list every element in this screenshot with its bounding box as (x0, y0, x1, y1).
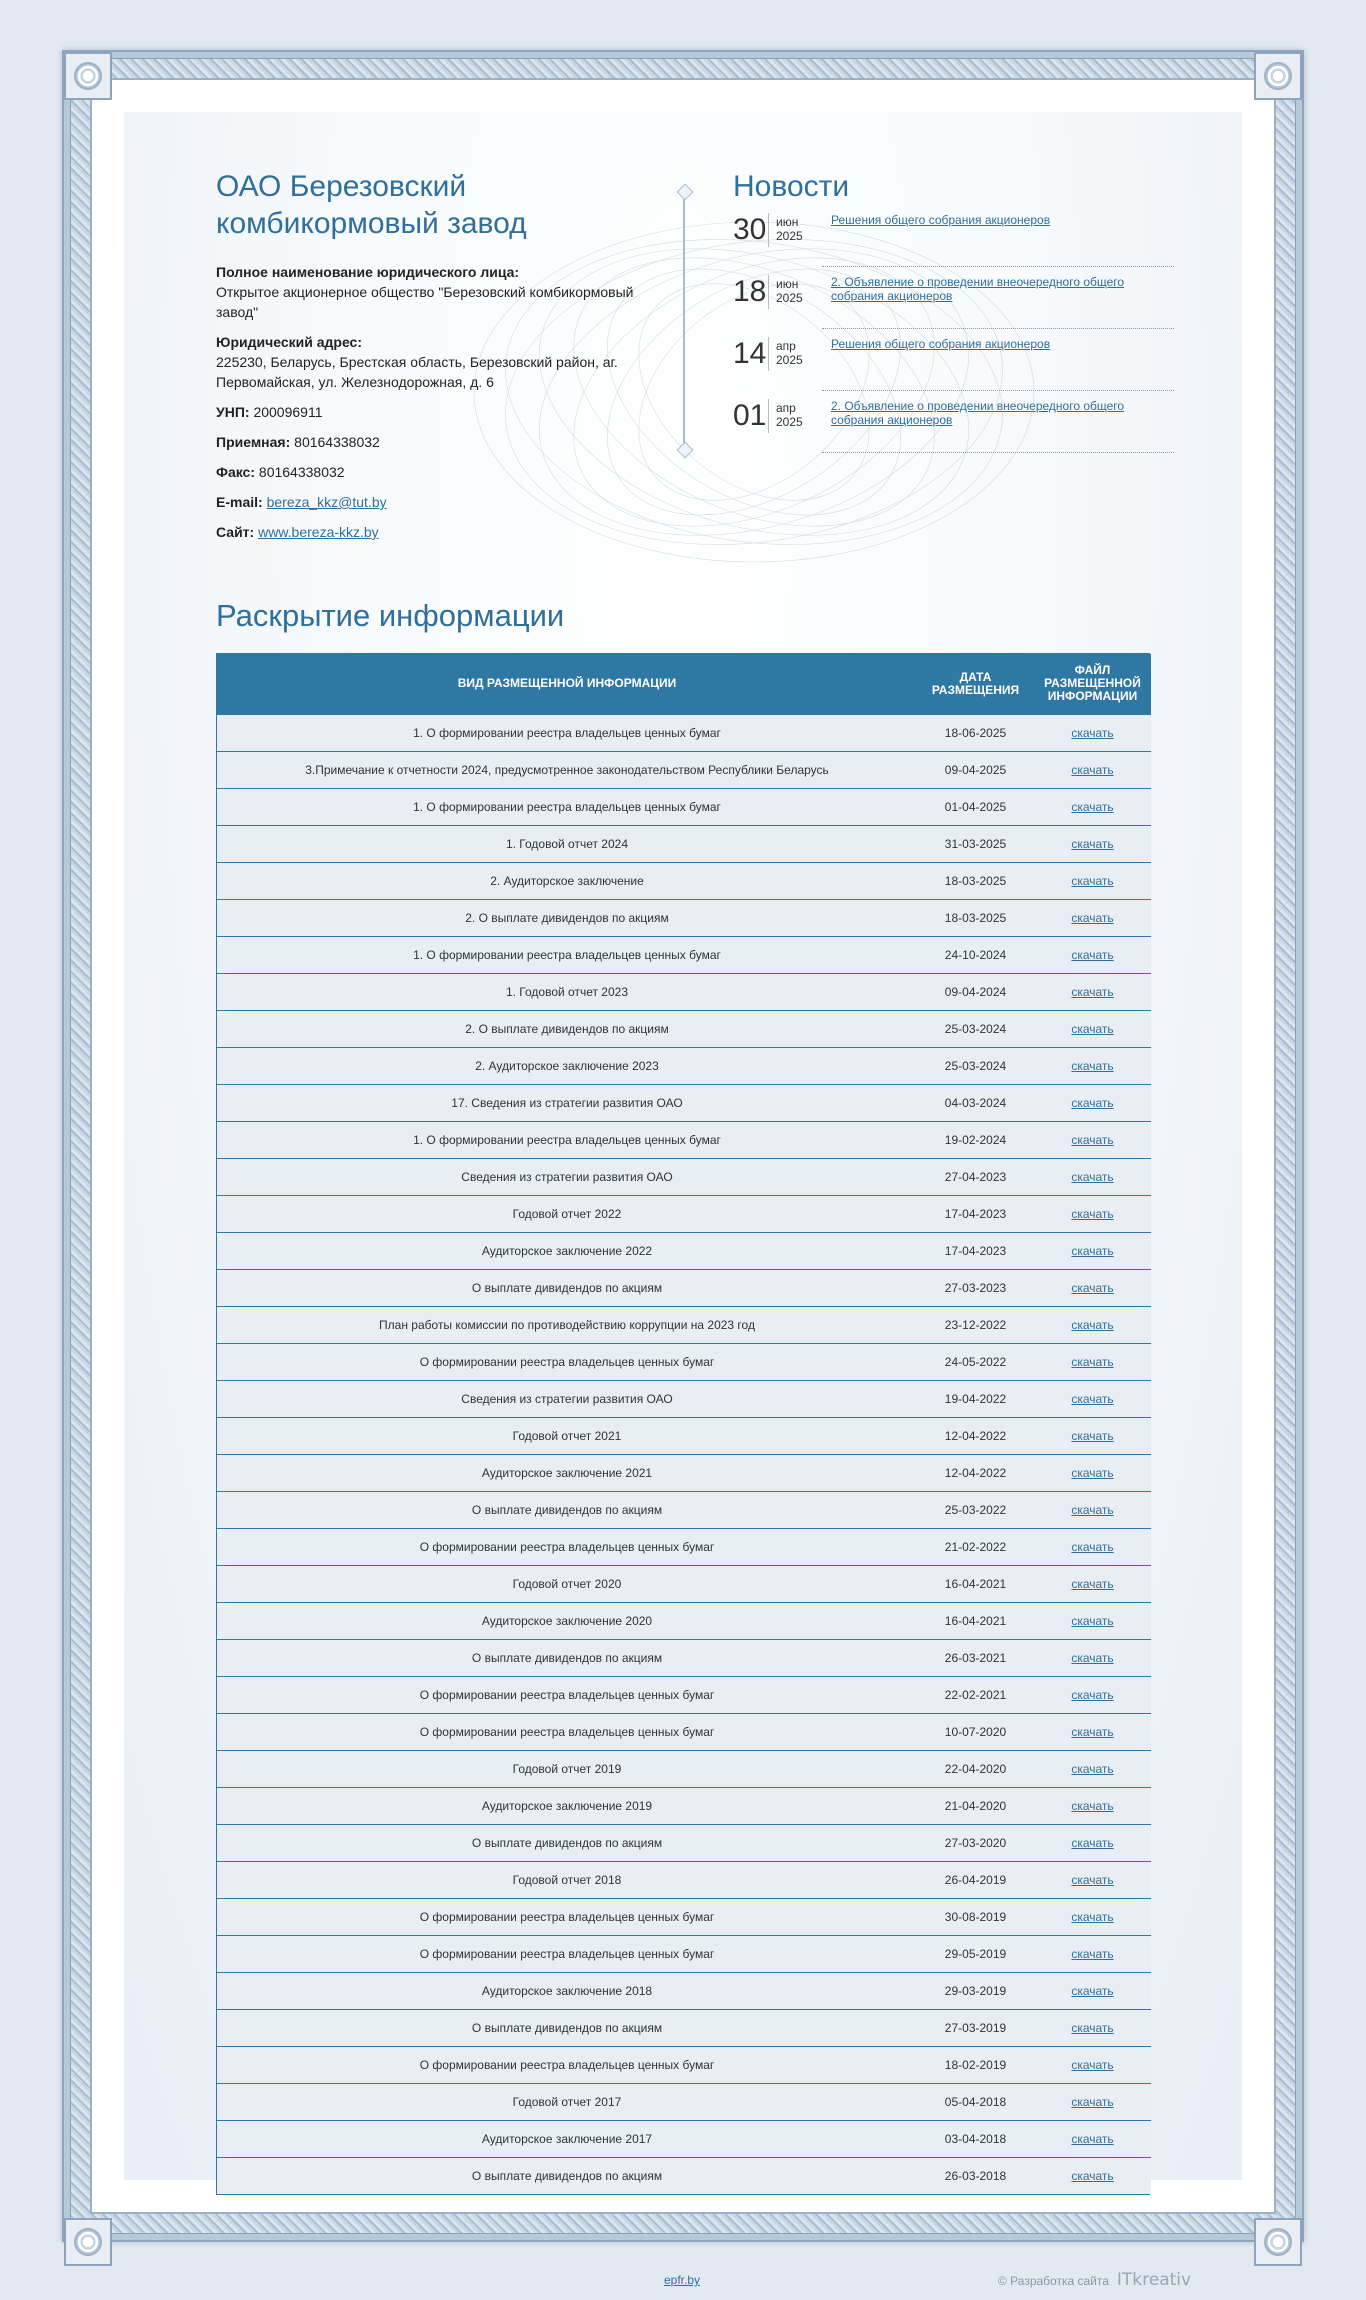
news-date (733, 337, 826, 399)
news-day: 14 (733, 337, 769, 371)
company-fields (216, 262, 666, 482)
row-type: 3.Примечание к отчетности 2024, предусмотренное законодательством Республики Беларусь (217, 751, 917, 788)
download-link[interactable]: скачать (1071, 984, 1114, 999)
download-link[interactable]: скачать (1071, 1354, 1114, 1369)
news-day: 30 (733, 213, 769, 247)
email-label: E-mail: (216, 494, 263, 510)
download-link[interactable]: скачать (1071, 1317, 1114, 1332)
table-row (217, 1047, 1151, 1084)
table-row (217, 899, 1151, 936)
table-row (217, 1010, 1151, 1047)
download-link[interactable]: скачать (1071, 1835, 1114, 1850)
table-row (217, 2083, 1151, 2120)
field-label: Приемная: (216, 434, 291, 450)
news-item (733, 337, 1173, 399)
table-row (217, 862, 1151, 899)
table-row (217, 2009, 1151, 2046)
row-date: 05-04-2018 (917, 2083, 1034, 2120)
field-label: Юридический адрес: (216, 334, 362, 350)
download-link[interactable]: скачать (1071, 1169, 1114, 1184)
row-date: 09-04-2025 (917, 751, 1034, 788)
row-file (1034, 2083, 1151, 2120)
news-link[interactable]: Решения общего собрания акционеров (831, 337, 1051, 351)
row-date: 03-04-2018 (917, 2120, 1034, 2157)
section-divider (683, 192, 685, 450)
download-link[interactable]: скачать (1071, 799, 1114, 814)
row-type: Годовой отчет 2018 (217, 1861, 917, 1898)
row-date: 30-08-2019 (917, 1898, 1034, 1935)
download-link[interactable]: скачать (1071, 1909, 1114, 1924)
row-file (1034, 1047, 1151, 1084)
table-row (217, 1306, 1151, 1343)
row-type: О выплате дивидендов по акциям (217, 2157, 917, 2194)
row-date: 19-02-2024 (917, 1121, 1034, 1158)
table-row (217, 1861, 1151, 1898)
field-label: Полное наименование юридического лица: (216, 264, 520, 280)
row-type: Аудиторское заключение 2022 (217, 1232, 917, 1269)
news-year: 2025 (776, 291, 803, 305)
download-link[interactable]: скачать (1071, 1983, 1114, 1998)
news-list (733, 213, 1173, 461)
row-type: 1. О формировании реестра владельцев ценных бумаг (217, 1121, 917, 1158)
header-file: ФАЙЛ РАЗМЕЩЕННОЙ ИНФОРМАЦИИ (1034, 654, 1151, 714)
row-file (1034, 1306, 1151, 1343)
news-month-year (769, 213, 803, 243)
table-row (217, 714, 1151, 751)
row-date: 01-04-2025 (917, 788, 1034, 825)
download-link[interactable]: скачать (1071, 2094, 1114, 2109)
row-type: Аудиторское заключение 2018 (217, 1972, 917, 2009)
row-file (1034, 1528, 1151, 1565)
row-date: 22-04-2020 (917, 1750, 1034, 1787)
row-type: 2. Аудиторское заключение (217, 862, 917, 899)
row-file (1034, 1195, 1151, 1232)
download-link[interactable]: скачать (1071, 1613, 1114, 1628)
download-link[interactable]: скачать (1071, 1243, 1114, 1258)
row-type: О выплате дивидендов по акциям (217, 1269, 917, 1306)
row-type: О формировании реестра владельцев ценных бумаг (217, 1935, 917, 1972)
row-file (1034, 1565, 1151, 1602)
row-date: 18-03-2025 (917, 899, 1034, 936)
row-file (1034, 1491, 1151, 1528)
download-link[interactable]: скачать (1071, 1465, 1114, 1480)
table-row (217, 1787, 1151, 1824)
row-date: 18-03-2025 (917, 862, 1034, 899)
row-file (1034, 1158, 1151, 1195)
row-date: 19-04-2022 (917, 1380, 1034, 1417)
row-file (1034, 1232, 1151, 1269)
row-type: Аудиторское заключение 2017 (217, 2120, 917, 2157)
row-date: 31-03-2025 (917, 825, 1034, 862)
news-month: апр (776, 339, 796, 353)
row-file (1034, 2009, 1151, 2046)
row-type: Аудиторское заключение 2019 (217, 1787, 917, 1824)
news-year: 2025 (776, 353, 803, 367)
news-title: Новости (733, 170, 850, 203)
row-file (1034, 2046, 1151, 2083)
row-type: 1. О формировании реестра владельцев ценных бумаг (217, 714, 917, 751)
download-link[interactable]: скачать (1071, 1280, 1114, 1295)
table-row (217, 2157, 1151, 2194)
news-item (733, 399, 1173, 461)
site-link[interactable]: www.bereza-kkz.by (258, 524, 379, 540)
row-type: 2. О выплате дивидендов по акциям (217, 899, 917, 936)
news-item (733, 213, 1173, 275)
row-type: Годовой отчет 2017 (217, 2083, 917, 2120)
row-file (1034, 2120, 1151, 2157)
company-title: ОАО Березовский комбикормовый завод (216, 170, 527, 240)
row-type: Годовой отчет 2022 (217, 1195, 917, 1232)
row-file (1034, 862, 1151, 899)
table-row (217, 2046, 1151, 2083)
row-date: 26-03-2018 (917, 2157, 1034, 2194)
row-type: Аудиторское заключение 2021 (217, 1454, 917, 1491)
row-date: 27-03-2023 (917, 1269, 1034, 1306)
table-row (217, 1898, 1151, 1935)
row-type: О выплате дивидендов по акциям (217, 1639, 917, 1676)
row-type: О формировании реестра владельцев ценных бумаг (217, 1898, 917, 1935)
company-site (216, 522, 666, 542)
row-file (1034, 936, 1151, 973)
table-row (217, 973, 1151, 1010)
row-date: 16-04-2021 (917, 1602, 1034, 1639)
news-separator (822, 266, 1174, 267)
row-date: 26-04-2019 (917, 1861, 1034, 1898)
table-row (217, 788, 1151, 825)
table-row (217, 1269, 1151, 1306)
download-link[interactable]: скачать (1071, 1539, 1114, 1554)
row-type: Годовой отчет 2019 (217, 1750, 917, 1787)
table-row (217, 1121, 1151, 1158)
row-type: Годовой отчет 2021 (217, 1417, 917, 1454)
download-link[interactable]: скачать (1071, 1872, 1114, 1887)
news-day: 01 (733, 399, 769, 433)
download-link[interactable]: скачать (1071, 947, 1114, 962)
row-type: Сведения из стратегии развития ОАО (217, 1380, 917, 1417)
row-file (1034, 1010, 1151, 1047)
row-file (1034, 1417, 1151, 1454)
company-email (216, 492, 666, 512)
news-month: июн (776, 277, 799, 291)
download-link[interactable]: скачать (1071, 725, 1114, 740)
row-file (1034, 1380, 1151, 1417)
row-date: 12-04-2022 (917, 1417, 1034, 1454)
download-link[interactable]: скачать (1071, 1502, 1114, 1517)
row-type: 1. О формировании реестра владельцев ценных бумаг (217, 788, 917, 825)
table-row (217, 1084, 1151, 1121)
download-link[interactable]: скачать (1071, 1058, 1114, 1073)
news-day: 18 (733, 275, 769, 309)
row-file (1034, 973, 1151, 1010)
row-date: 29-05-2019 (917, 1935, 1034, 1972)
download-link[interactable]: скачать (1071, 910, 1114, 925)
row-file (1034, 1750, 1151, 1787)
row-type: 1. О формировании реестра владельцев ценных бумаг (217, 936, 917, 973)
row-file (1034, 1972, 1151, 2009)
news-year: 2025 (776, 415, 803, 429)
table-row (217, 1676, 1151, 1713)
company-field (216, 432, 666, 452)
table-row (217, 1824, 1151, 1861)
row-type: О выплате дивидендов по акциям (217, 1824, 917, 1861)
row-date: 21-02-2022 (917, 1528, 1034, 1565)
row-file (1034, 751, 1151, 788)
download-link[interactable]: скачать (1071, 1206, 1114, 1221)
table-row (217, 1491, 1151, 1528)
download-link[interactable]: скачать (1071, 2168, 1114, 2183)
row-date: 16-04-2021 (917, 1565, 1034, 1602)
frame-corner-rosette (64, 2218, 112, 2266)
field-value: 80164338032 (294, 434, 380, 450)
row-date: 25-03-2024 (917, 1047, 1034, 1084)
download-link[interactable]: скачать (1071, 836, 1114, 851)
company-field (216, 332, 666, 392)
row-file (1034, 1935, 1151, 1972)
row-type: 1. Годовой отчет 2024 (217, 825, 917, 862)
row-type: Сведения из стратегии развития ОАО (217, 1158, 917, 1195)
row-file (1034, 1861, 1151, 1898)
row-file (1034, 1898, 1151, 1935)
row-file (1034, 1676, 1151, 1713)
download-link[interactable]: скачать (1071, 1576, 1114, 1591)
table-row (217, 1602, 1151, 1639)
row-date: 21-04-2020 (917, 1787, 1034, 1824)
download-link[interactable]: скачать (1071, 1761, 1114, 1776)
download-link[interactable]: скачать (1071, 1095, 1114, 1110)
table-row (217, 751, 1151, 788)
download-link[interactable]: скачать (1071, 2057, 1114, 2072)
row-date: 25-03-2022 (917, 1491, 1034, 1528)
company-info (216, 168, 666, 552)
row-type: О формировании реестра владельцев ценных бумаг (217, 1528, 917, 1565)
news-date (733, 213, 826, 275)
row-file (1034, 1713, 1151, 1750)
row-file (1034, 1121, 1151, 1158)
row-type: 2. О выплате дивидендов по акциям (217, 1010, 917, 1047)
row-date: 26-03-2021 (917, 1639, 1034, 1676)
row-file (1034, 1602, 1151, 1639)
row-file (1034, 2157, 1151, 2194)
row-type: О выплате дивидендов по акциям (217, 2009, 917, 2046)
row-date: 22-02-2021 (917, 1676, 1034, 1713)
news-month-year (769, 337, 803, 367)
developer-brand-link[interactable]: ITkreativ (1116, 2270, 1192, 2290)
row-type: 17. Сведения из стратегии развития ОАО (217, 1084, 917, 1121)
row-date: 17-04-2023 (917, 1195, 1034, 1232)
news-year: 2025 (776, 229, 803, 243)
download-link[interactable]: скачать (1071, 1650, 1114, 1665)
row-type: Годовой отчет 2020 (217, 1565, 917, 1602)
row-date: 27-03-2020 (917, 1824, 1034, 1861)
row-date: 25-03-2024 (917, 1010, 1034, 1047)
news-link[interactable]: 2. Объявление о проведении внеочередного общего собрания акционеров (831, 275, 1125, 303)
disclosure-title: Раскрытие информации (216, 598, 565, 633)
table-header-row (217, 654, 1151, 714)
row-type: О формировании реестра владельцев ценных бумаг (217, 1676, 917, 1713)
field-label: Факс: (216, 464, 256, 480)
row-date: 24-10-2024 (917, 936, 1034, 973)
row-file (1034, 1269, 1151, 1306)
row-date: 12-04-2022 (917, 1454, 1034, 1491)
row-type: Аудиторское заключение 2020 (217, 1602, 917, 1639)
download-link[interactable]: скачать (1071, 762, 1114, 777)
company-field (216, 262, 666, 322)
news-item (733, 275, 1173, 337)
news-separator (822, 452, 1174, 453)
row-file (1034, 788, 1151, 825)
row-file (1034, 825, 1151, 862)
news-separator (822, 390, 1174, 391)
row-date: 23-12-2022 (917, 1306, 1034, 1343)
site-label: Сайт: (216, 524, 255, 540)
download-link[interactable]: скачать (1071, 1798, 1114, 1813)
table-row (217, 1935, 1151, 1972)
news-month-year (769, 399, 803, 429)
download-link[interactable]: скачать (1071, 1428, 1114, 1443)
news-separator (822, 328, 1174, 329)
table-row (217, 1972, 1151, 2009)
field-value: 80164338032 (258, 464, 345, 480)
download-link[interactable]: скачать (1071, 1724, 1114, 1739)
table-row (217, 1195, 1151, 1232)
download-link[interactable]: скачать (1071, 873, 1114, 888)
news-month: июн (776, 215, 799, 229)
table-row (217, 936, 1151, 973)
row-file (1034, 1084, 1151, 1121)
table-row (217, 2120, 1151, 2157)
email-link[interactable]: bereza_kkz@tut.by (266, 494, 387, 510)
table-row (217, 1232, 1151, 1269)
news-date (733, 399, 826, 461)
row-file (1034, 1787, 1151, 1824)
table-row (217, 825, 1151, 862)
developer-label: © Разработка сайта (998, 2274, 1109, 2288)
row-type: О выплате дивидендов по акциям (217, 1491, 917, 1528)
row-file (1034, 1824, 1151, 1861)
download-link[interactable]: скачать (1071, 2131, 1114, 2146)
row-file (1034, 714, 1151, 751)
download-link[interactable]: скачать (1071, 1687, 1114, 1702)
row-type: О формировании реестра владельцев ценных бумаг (217, 1343, 917, 1380)
row-date: 24-05-2022 (917, 1343, 1034, 1380)
download-link[interactable]: скачать (1071, 1946, 1114, 1961)
row-type: О формировании реестра владельцев ценных бумаг (217, 2046, 917, 2083)
table-row (217, 1713, 1151, 1750)
table-row (217, 1380, 1151, 1417)
news-month-year (769, 275, 803, 305)
company-field (216, 462, 666, 482)
row-type: 1. Годовой отчет 2023 (217, 973, 917, 1010)
row-file (1034, 1639, 1151, 1676)
table-row (217, 1454, 1151, 1491)
row-date: 09-04-2024 (917, 973, 1034, 1010)
row-date: 10-07-2020 (917, 1713, 1034, 1750)
field-value: 200096911 (253, 404, 323, 420)
table-body (217, 714, 1151, 2194)
row-date: 04-03-2024 (917, 1084, 1034, 1121)
table-row (217, 1639, 1151, 1676)
header-date: ДАТА РАЗМЕЩЕНИЯ (917, 654, 1034, 714)
download-link[interactable]: скачать (1071, 1132, 1114, 1147)
row-date: 18-02-2019 (917, 2046, 1034, 2083)
disclosure-table (216, 653, 1150, 2195)
row-date: 17-04-2023 (917, 1232, 1034, 1269)
table-row (217, 1750, 1151, 1787)
table-row (217, 1158, 1151, 1195)
field-value: 225230, Беларусь, Брестская область, Березовский район, аг. Первомайская, ул. Железнодорожная, д. 6 (216, 354, 618, 390)
table-row (217, 1343, 1151, 1380)
table-row (217, 1528, 1151, 1565)
download-link[interactable]: скачать (1071, 1391, 1114, 1406)
download-link[interactable]: скачать (1071, 1021, 1114, 1036)
row-date: 27-04-2023 (917, 1158, 1034, 1195)
row-type: О формировании реестра владельцев ценных бумаг (217, 1713, 917, 1750)
field-label: УНП: (216, 404, 250, 420)
row-date: 18-06-2025 (917, 714, 1034, 751)
frame-corner-rosette (64, 52, 112, 100)
frame-corner-rosette (1254, 2218, 1302, 2266)
news-month: апр (776, 401, 796, 415)
news-date (733, 275, 826, 337)
footer-link[interactable]: epfr.by (664, 2273, 701, 2287)
row-date: 29-03-2019 (917, 1972, 1034, 2009)
table-row (217, 1417, 1151, 1454)
company-field (216, 402, 666, 422)
table-row (217, 1565, 1151, 1602)
frame-corner-rosette (1254, 52, 1302, 100)
row-date: 27-03-2019 (917, 2009, 1034, 2046)
news-section (733, 168, 1173, 461)
header-type: ВИД РАЗМЕЩЕННОЙ ИНФОРМАЦИИ (217, 654, 917, 714)
download-link[interactable]: скачать (1071, 2020, 1114, 2035)
field-value: Открытое акционерное общество "Березовский комбикормовый завод" (216, 284, 634, 320)
footer-developer (998, 2270, 1191, 2290)
news-link[interactable]: Решения общего собрания акционеров (831, 213, 1051, 227)
row-type: 2. Аудиторское заключение 2023 (217, 1047, 917, 1084)
row-file (1034, 1343, 1151, 1380)
row-type: План работы комиссии по противодействию коррупции на 2023 год (217, 1306, 917, 1343)
row-file (1034, 899, 1151, 936)
news-link[interactable]: 2. Объявление о проведении внеочередного общего собрания акционеров (831, 399, 1125, 427)
row-file (1034, 1454, 1151, 1491)
